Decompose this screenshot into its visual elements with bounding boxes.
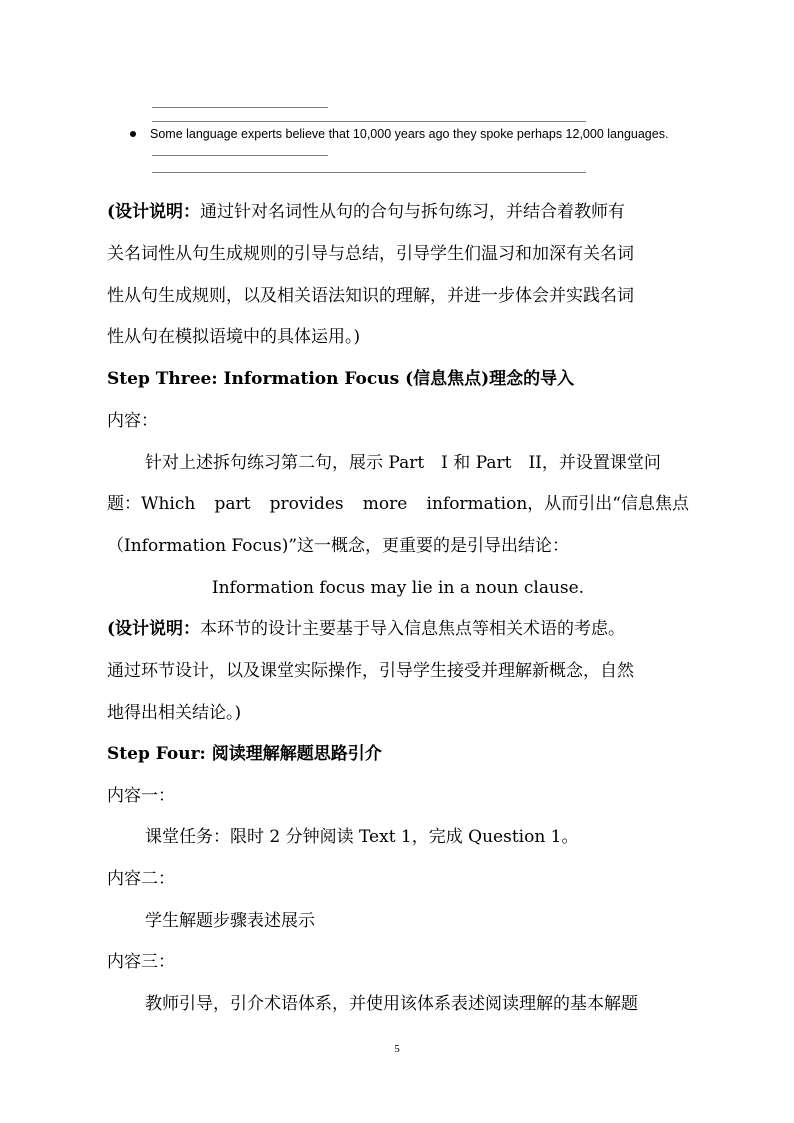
page-number: 5 <box>394 1043 400 1055</box>
step-four-heading: Step Four: 阅读理解解题思路引介 <box>107 744 382 764</box>
design-note-1-line-2: 关名词性从句生成规则的引导与总结，引导学生们温习和加深有关名词 <box>107 244 634 264</box>
step-four-content-1-text: 课堂任务：限时 2 分钟阅读 Text 1，完成 Question 1。 <box>145 827 579 847</box>
blank-line-short-top <box>152 107 328 108</box>
bullet-text: Some language experts believe that 10,000 years ago they spoke perhaps 12,000 languages. <box>150 127 669 141</box>
step-four-content-1-label: 内容一： <box>107 786 175 806</box>
step-three-content-label: 内容： <box>107 411 158 431</box>
design-note-1-line-3: 性从句生成规则，以及相关语法知识的理解，并进一步体会并实践名词 <box>107 286 634 306</box>
bullet-dot-icon <box>130 131 136 137</box>
step-three-line-1: 针对上述拆句练习第二句，展示 Part I 和 Part II，并设置课堂问 <box>145 453 661 473</box>
design-note-2-line-3: 地得出相关结论。) <box>107 703 242 723</box>
step-four-content-2-label: 内容二： <box>107 869 175 889</box>
step-three-word-3: provides <box>269 494 344 514</box>
step-three-word-2: part <box>214 494 251 514</box>
design-note-2-label: (设计说明： <box>107 619 201 639</box>
design-note-2-line-2: 通过环节设计，以及课堂实际操作，引导学生接受并理解新概念，自然 <box>107 661 634 681</box>
step-three-heading: Step Three: Information Focus (信息焦点)理念的导入 <box>107 369 575 389</box>
blank-line-long-bottom <box>152 172 586 173</box>
step-three-conclusion: Information focus may lie in a noun clause. <box>211 578 585 598</box>
design-note-1-text-1: 通过针对名词性从句的合句与拆句练习，并结合着教师有 <box>200 202 626 222</box>
step-four-content-3-label: 内容三： <box>107 952 175 972</box>
blank-line-short-bottom <box>152 155 328 156</box>
step-three-line-2 <box>107 492 689 516</box>
design-note-2-line-1 <box>107 617 625 641</box>
step-three-word-4: more <box>362 494 408 514</box>
step-three-word-5: information，从而引出“信息焦点 <box>426 494 689 514</box>
step-four-content-3-text: 教师引导，引介术语体系，并使用该体系表述阅读理解的基本解题 <box>145 994 638 1014</box>
design-note-1-line-4: 性从句在模拟语境中的具体运用。) <box>107 327 361 347</box>
step-three-line-3: （Information Focus)”这一概念，更重要的是引导出结论： <box>107 536 570 556</box>
step-four-content-2-text: 学生解题步骤表述展示 <box>145 911 315 931</box>
design-note-1-line-1 <box>107 200 625 224</box>
design-note-2-text-1: 本环节的设计主要基于导入信息焦点等相关术语的考虑。 <box>200 619 626 639</box>
bullet-item <box>130 125 750 143</box>
design-note-1-label: (设计说明： <box>107 202 201 222</box>
blank-line-long-top <box>152 121 586 122</box>
step-three-word-1: 题：Which <box>107 494 196 514</box>
